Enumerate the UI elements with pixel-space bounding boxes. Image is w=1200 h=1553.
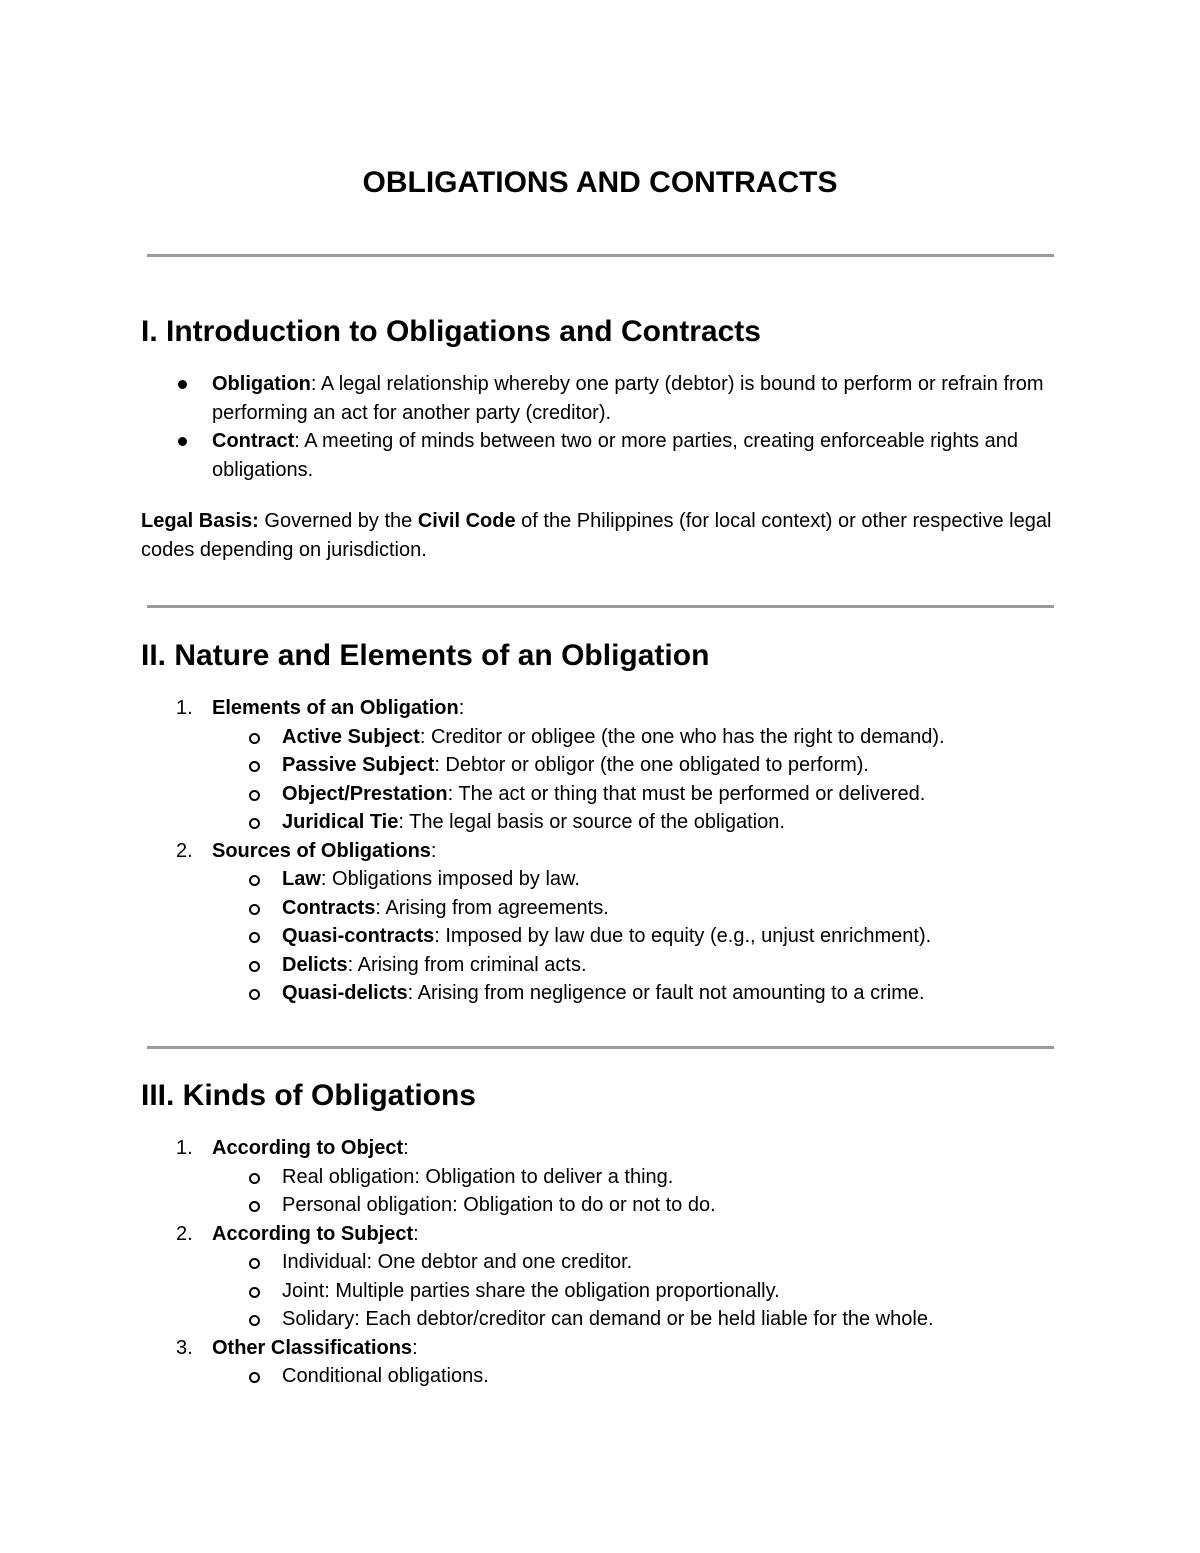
list-number: 2. [176, 839, 193, 862]
numbered-list [141, 1134, 1059, 1391]
sub-list-item [141, 751, 1059, 780]
list-number: 2. [176, 1222, 193, 1245]
list-item [141, 1220, 1059, 1334]
section-heading: I. Introduction to Obligations and Contracts [141, 315, 761, 348]
circle-bullet-icon [249, 733, 260, 744]
sub-list-item [141, 979, 1059, 1008]
term-label: Quasi-delicts [282, 982, 408, 1004]
list-item [141, 837, 1059, 1008]
sub-list [212, 723, 1059, 837]
item-title: Sources of Obligations [212, 839, 431, 862]
term-definition: : The act or thing that must be performed or delivered. [447, 782, 926, 805]
term-definition: : Creditor or obligee (the one who has the right to demand). [419, 725, 945, 748]
sub-list-item [141, 951, 1059, 980]
sub-list-item [141, 894, 1059, 923]
list-item [141, 1334, 1059, 1391]
term-label: Object/Prestation [282, 782, 448, 805]
item-title: According to Subject [212, 1222, 414, 1245]
term-label: Juridical Tie [282, 811, 399, 833]
sub-item-text: Joint: Multiple parties share the obligation proportionally. [282, 1279, 780, 1302]
circle-bullet-icon [249, 875, 260, 886]
circle-bullet-icon [249, 1315, 260, 1326]
item-suffix: : [458, 697, 465, 719]
list-number: 3. [176, 1336, 193, 1359]
sub-list [212, 865, 1059, 1008]
section-heading: III. Kinds of Obligations [141, 1079, 476, 1112]
sub-list-item [141, 865, 1059, 894]
sub-list-item [141, 1163, 1059, 1192]
sub-list-item [141, 723, 1059, 752]
bullet-icon [178, 380, 187, 389]
term-label: Passive Subject [282, 754, 435, 776]
circle-bullet-icon [249, 790, 260, 801]
legal-basis-text-continued: of the Philippines (for local context) or other respective legal codes depending on jurisdiction. [141, 510, 1052, 561]
term-definition: : A legal relationship whereby one party (debtor) is bound to perform or refrain from performing an act for another party (creditor). [212, 373, 1044, 424]
term-label: Contract [212, 430, 295, 452]
item-suffix: : [412, 1336, 418, 1359]
horizontal-rule [147, 254, 1054, 257]
circle-bullet-icon [249, 989, 260, 1000]
circle-bullet-icon [249, 1372, 260, 1383]
circle-bullet-icon [249, 961, 260, 972]
legal-basis-text: Governed by the [258, 510, 418, 532]
horizontal-rule [147, 1046, 1054, 1049]
legal-basis-paragraph [141, 507, 1059, 564]
item-title: Other Classifications [212, 1336, 413, 1359]
document-title: OBLIGATIONS AND CONTRACTS [362, 166, 838, 199]
item-suffix: : [413, 1222, 419, 1245]
horizontal-rule [147, 605, 1054, 608]
list-item [141, 1134, 1059, 1220]
sub-list [212, 1163, 1059, 1220]
term-label: Law [282, 868, 321, 890]
circle-bullet-icon [249, 1287, 260, 1298]
term-label: Contracts [282, 896, 376, 919]
item-title: According to Object [212, 1137, 404, 1159]
civil-code-term: Civil Code [417, 510, 516, 532]
term-definition: : Obligations imposed by law. [320, 868, 580, 890]
circle-bullet-icon [249, 1173, 260, 1184]
list-number: 1. [176, 1137, 193, 1159]
circle-bullet-icon [249, 1201, 260, 1212]
list-number: 1. [176, 697, 193, 719]
term-definition: : Arising from criminal acts. [347, 953, 587, 976]
section-heading: II. Nature and Elements of an Obligation [141, 639, 710, 672]
sub-list-item [141, 1277, 1059, 1306]
sub-item-text: Individual: One debtor and one creditor. [282, 1251, 633, 1273]
term-definition: : The legal basis or source of the obligation. [398, 811, 785, 833]
sub-list-item [141, 1362, 1059, 1391]
bullet-icon [178, 437, 187, 446]
section-introduction [141, 315, 1059, 564]
term-label: Quasi-contracts [282, 925, 435, 947]
circle-bullet-icon [249, 1258, 260, 1269]
sub-list-item [141, 808, 1059, 837]
item-title: Elements of an Obligation [212, 697, 459, 719]
item-suffix: : [403, 1137, 409, 1159]
list-item [141, 370, 1059, 427]
term-definition: : Debtor or obligor (the one obligated to perform). [434, 754, 869, 776]
sub-list [212, 1362, 1059, 1391]
sub-list-item [141, 1191, 1059, 1220]
sub-list [212, 1248, 1059, 1334]
circle-bullet-icon [249, 761, 260, 772]
circle-bullet-icon [249, 818, 260, 829]
numbered-list [141, 694, 1059, 1008]
term-definition: : Imposed by law due to equity (e.g., unjust enrichment). [434, 925, 932, 947]
term-label: Delicts [282, 953, 348, 976]
list-item [141, 694, 1059, 837]
list-item [141, 427, 1059, 484]
circle-bullet-icon [249, 904, 260, 915]
term-label: Active Subject [282, 725, 420, 748]
legal-basis-label: Legal Basis: [141, 510, 259, 532]
sub-list-item [141, 780, 1059, 809]
term-definition: : Arising from negligence or fault not amounting to a crime. [407, 982, 925, 1004]
bullet-list [141, 370, 1059, 484]
circle-bullet-icon [249, 932, 260, 943]
sub-list-item [141, 1305, 1059, 1334]
sub-list-item [141, 1248, 1059, 1277]
sub-list-item [141, 922, 1059, 951]
section-kinds-of-obligations [141, 1079, 1059, 1391]
sub-item-text: Real obligation: Obligation to deliver a thing. [282, 1165, 674, 1188]
term-label: Obligation [212, 373, 311, 395]
term-definition: : Arising from agreements. [375, 896, 609, 919]
item-suffix: : [430, 839, 437, 862]
section-nature-elements [141, 639, 1059, 1008]
sub-item-text: Solidary: Each debtor/creditor can demand or be held liable for the whole. [282, 1308, 934, 1330]
term-definition: : A meeting of minds between two or more parties, creating enforceable rights and obligations. [212, 430, 1018, 481]
sub-item-text: Personal obligation: Obligation to do or not to do. [282, 1194, 716, 1216]
sub-item-text: Conditional obligations. [282, 1365, 489, 1387]
